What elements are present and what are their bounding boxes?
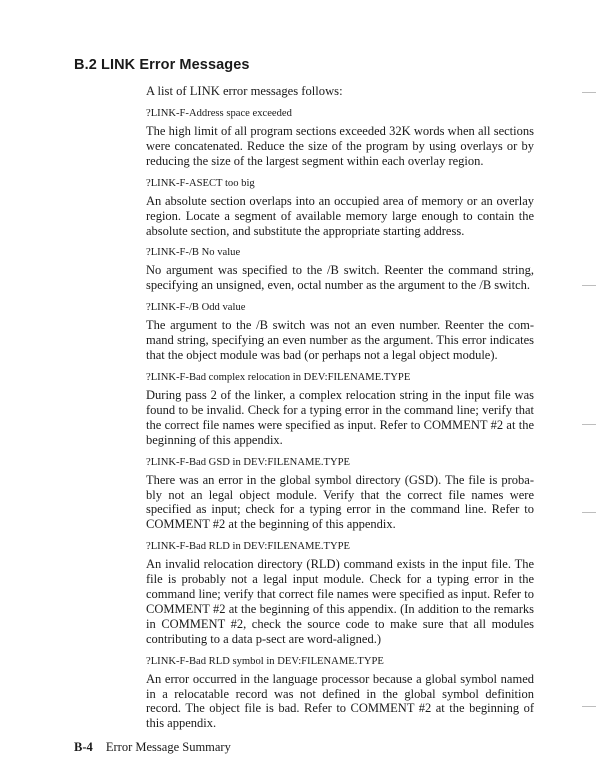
error-code: ?LINK-F-Bad RLD in DEV:FILENAME.TYPE <box>146 541 351 553</box>
error-entry <box>146 301 534 363</box>
section-heading: B.2 LINK Error Messages <box>74 57 250 73</box>
error-description: During pass 2 of the linker, a complex relocation string in the input file was found to be invalid. Check for a typing error in the command line; verify that the correct file names were specified as input. Refer to COMMENT #2 at the beginning of this appendix. <box>146 387 534 447</box>
error-entry <box>146 246 534 293</box>
scan-mark <box>582 512 596 513</box>
error-description: An invalid relocation directory (RLD) command exists in the input file. The file is probably not a legal input module. Check for a typing error in the command line; verify that correct file names were specified as input. Refer to COMMENT #2 at the beginning of this appendix. (In addition to the remarks in COMMENT #2, check the source code to make sure that all modules contributing to a data p-sect are word-aligned.) <box>146 557 534 646</box>
error-code: ?LINK-F-Bad GSD in DEV:FILENAME.TYPE <box>146 456 351 468</box>
error-code: ?LINK-F-/B Odd value <box>146 302 246 314</box>
scan-mark <box>582 285 596 286</box>
page-footer <box>74 740 231 755</box>
footer-title: Error Message Summary <box>105 740 231 754</box>
error-entry <box>146 456 534 533</box>
page-number: B-4 <box>74 740 93 754</box>
error-description: No argument was specified to the /B switch. Reenter the command string, specifying an unsigned, even, octal number as the argument to the /B switch. <box>146 263 534 293</box>
error-entry <box>146 540 534 646</box>
error-entry <box>146 655 534 732</box>
error-description: The high limit of all program sections exceeded 32K words when all sections were concatenated. Reduce the size of the program by using overlays or by reducing the size of the largest segment within each overlay region. <box>146 124 534 168</box>
error-code: ?LINK-F-Bad complex relocation in DEV:FILENAME.TYPE <box>146 371 411 383</box>
error-code: ?LINK-F-Address space exceeded <box>146 108 292 119</box>
error-code: ?LINK-F-Bad RLD symbol in DEV:FILENAME.TYPE <box>146 655 384 667</box>
error-code: ?LINK-F-ASECT too big <box>146 177 255 189</box>
scan-mark <box>582 706 596 707</box>
error-code: ?LINK-F-/B No value <box>146 247 241 259</box>
error-description: There was an error in the global symbol directory (GSD). The file is probably not an legal object module. Verify that the correct file names were specified as input; check for a typing error in the command line. Refer to COMMENT #2 at the beginning of this appendix. <box>146 472 534 532</box>
error-message-list <box>146 107 534 739</box>
intro-text: A list of LINK error messages follows: <box>146 84 343 98</box>
scan-mark <box>582 92 596 93</box>
scan-mark <box>582 424 596 425</box>
error-description: The argument to the /B switch was not an even number. Reenter the command string, specifying an even number as the argument. This error indicates that the object module was bad (or perhaps not a legal object module). <box>146 318 534 363</box>
error-entry <box>146 107 534 169</box>
error-description: An absolute section overlaps into an occupied area of memory or an overlay region. Locate a segment of available memory large enough to contain the absolute section, and substitute the appropriate starting address. <box>146 193 534 238</box>
error-entry <box>146 177 534 239</box>
error-entry <box>146 371 534 448</box>
error-description: An error occurred in the language processor because a global symbol named in a relocatable record was not defined in the global symbol definition record. The object file is bad. Refer to COMMENT #2 at the beginning of this appendix. <box>146 671 534 731</box>
